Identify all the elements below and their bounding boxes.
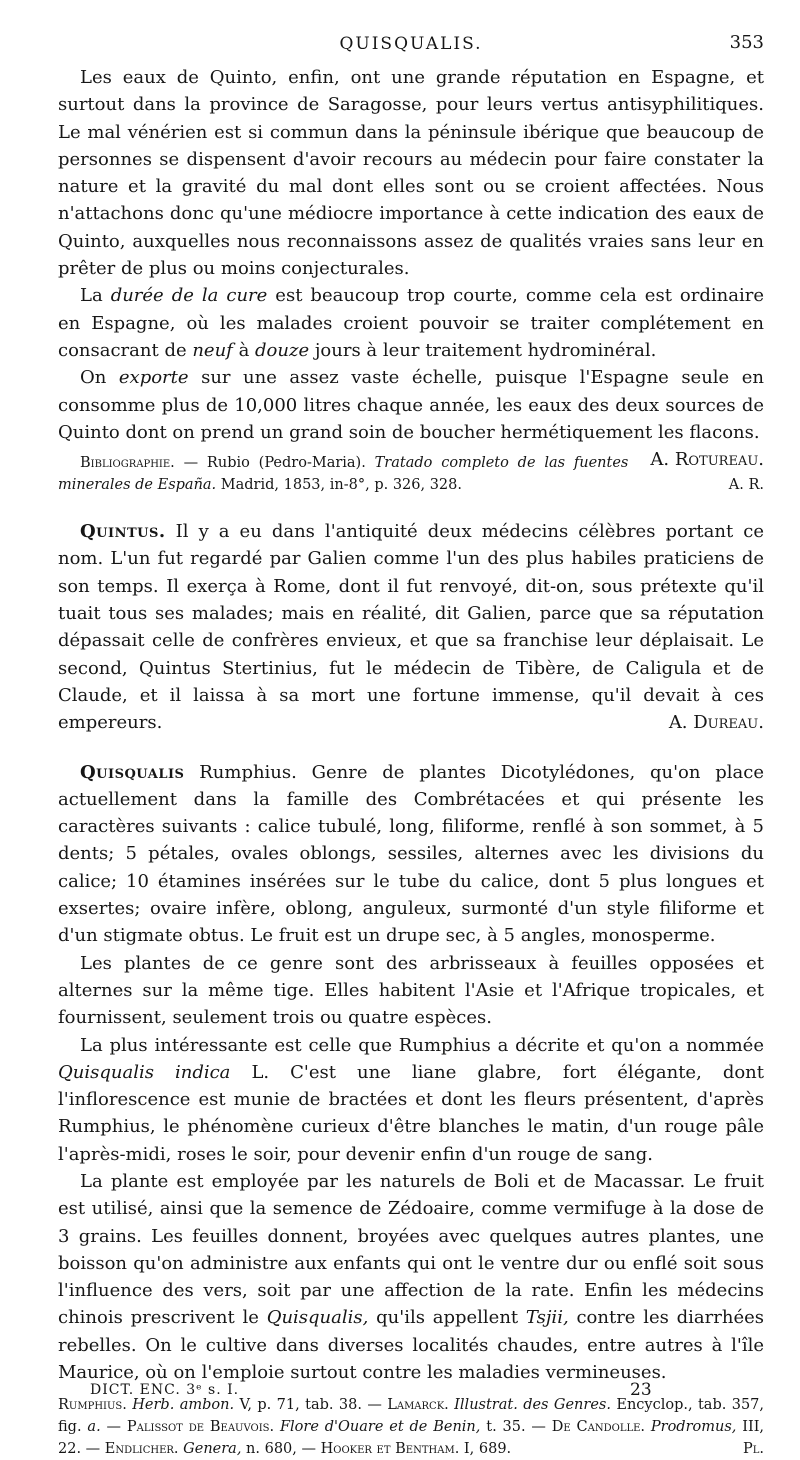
text-run: t. 35. —: [480, 1419, 552, 1436]
page-number: 353: [729, 32, 764, 53]
paragraph-usage: [58, 1168, 764, 1386]
italic-run: a.: [87, 1419, 101, 1436]
paragraph-plantes-genre: [58, 950, 764, 1032]
entry-headword: Quisqualis: [80, 761, 185, 783]
author-signature: A. Rotureau.: [650, 449, 764, 471]
author-signature: Pl.: [742, 1441, 764, 1458]
italic-run: Quisqualis,: [266, 1307, 369, 1329]
text-run: Madrid, 1853, in-8°, p. 326, 328.: [216, 477, 462, 494]
text-run: La: [80, 285, 111, 307]
italic-run: neuf: [192, 339, 233, 361]
italic-run: exporte: [118, 367, 189, 389]
italic-run: Herb. ambon.: [126, 1397, 235, 1414]
paragraph-quinto-reputation: [58, 64, 764, 282]
author-name: Palissot de Beauvois.: [126, 1419, 275, 1436]
bibliography-label: Bibliographie.: [80, 455, 175, 472]
italic-run: Prodromus,: [645, 1419, 737, 1436]
italic-run: Tsjii,: [525, 1307, 569, 1329]
text-run: L. C'est une liane glabre, fort élégante, dont l'inflorescence est munie de bractées et dont les fleurs présentent, d'après Rumphius, le phénomène curieux d'être blanches le matin, d'un rouge pâle l'après-midi, roses le soir, pour devenir enfin d'un rouge de sang.: [58, 1061, 765, 1165]
entry-headword: Quintus.: [80, 521, 166, 543]
entry-text: Rumphius. Genre de plantes Dicotylédones, qu'on place actuellement dans la famille des Combrétacées et qui présente les caractères suivants : calice tubulé, long, filiforme, renflé à son sommet, à 5 dents; 5 pétales, ovales oblongs, sessiles, alternes avec les divisions du calice; 10 étamines insérées sur le tube du calice, dont 5 plus longues et exsertes; ovaire infère, oblong, anguleux, surmonté d'un style filiforme et d'un stigmate obtus. Le fruit est un drupe sec, à 5 angles, monosperme.: [58, 761, 764, 947]
author-name: De Candolle.: [551, 1419, 646, 1436]
author-name: Lamarck.: [387, 1397, 449, 1414]
page-footer: [90, 1380, 670, 1404]
text-run: —: [100, 1419, 127, 1436]
text-run: La plante est employée par les naturels de Boli et de Macassar. Le fruit est utilisé, ainsi que la semence de Zédoaire, comme vermifuge à la dose de 3 grains. Les feuilles donnent, broyées avec quelques autres plantes, une boisson qu'on administre aux enfants qui ont le ventre dur ou enflé soit sous l'influence des vers, soit par une affection de la rate. Enfin les médecins chinois prescrivent le: [58, 1170, 764, 1329]
italic-run: Genera,: [178, 1441, 242, 1458]
running-title: QUISQUALIS.: [339, 34, 483, 54]
italic-run: Quisqualis indica: [58, 1061, 231, 1083]
author-signature: A. Dureau.: [668, 712, 764, 734]
author-name: Endlicher.: [104, 1441, 179, 1458]
paragraph-text: Les eaux de Quinto, enfin, ont une grande réputation en Espagne, et surtout dans la province de Saragosse, pour leurs vertus antisyphilitiques. Le mal vénérien est si commun dans la péninsule ibérique que beaucoup de personnes se dispensent d'avoir recours au médecin pour faire constater la nature et la gravité du mal dont elles sont ou se croient affectées. Nous n'attachons donc qu'une médiocre importance à cette indication des eaux de Quinto, auxquelles nous reconnaissons assez de qualités vraies sans leur en prêter de plus ou moins conjecturales.: [58, 67, 764, 280]
text-run: n. 680, —: [241, 1441, 321, 1458]
paragraph-text: Les plantes de ce genre sont des arbrisseaux à feuilles opposées et alternes sur la même tige. Elles habitent l'Asie et l'Afrique tropicales, et fournissent, seulement trois ou quatre espèces.: [58, 952, 764, 1029]
text-run: V, p. 71, tab. 38. —: [234, 1397, 388, 1414]
italic-run: Flore d'Ouare et de Benin,: [274, 1419, 481, 1436]
text-run: La plus intéressante est celle que Rumphius a décrite et qu'on a nommée: [80, 1034, 764, 1056]
text-run: jours à leur traitement hydrominéral.: [309, 339, 657, 361]
entry-text: Il y a eu dans l'antiquité deux médecins célèbres portant ce nom. L'un fut regardé par Galien comme l'un des plus habiles praticiens de son temps. Il exerça à Rome, dont il fut renvoyé, dit-on, sous prétexte qu'il tuait tous ses malades; mais en réalité, dit Galien, parce que sa réputation dépassait celle de confrères envieux, et que sa franchise leur déplaisait. Le second, Quintus Stertinius, fut le médecin de Tibère, de Caligula et de Claude, et il laissa à sa mort une fortune immense, qu'il devait à ces empereurs.: [58, 521, 764, 734]
text-run: I, 689.: [459, 1441, 512, 1458]
entry-quintus: [58, 518, 764, 736]
text-run: est beaucoup trop courte, comme cela est ordinaire en Espagne, où les malades croient pouvoir se traiter complétement en consacrant de: [58, 285, 764, 361]
paragraph-quisqualis-indica: [58, 1032, 764, 1168]
text-run: On: [80, 367, 119, 389]
italic-run: Illustrat. des Genres.: [448, 1397, 611, 1414]
text-run: Encyclop., tab. 357, fig.: [58, 1397, 765, 1436]
italic-run: Tratado completo de las fuentes minerales de España.: [58, 455, 629, 494]
author-name: Rumphius.: [58, 1397, 127, 1414]
text-run: III, 22. —: [58, 1419, 765, 1458]
running-header: [58, 32, 764, 62]
author-signature: A. R.: [728, 477, 764, 494]
printer-signature: DICT. ENC. 3ᵉ s. I.: [90, 1382, 240, 1398]
text-run: — Rubio (Pedro-Maria).: [174, 455, 375, 472]
italic-run: douze: [255, 339, 310, 361]
italic-run: durée de la cure: [110, 285, 268, 307]
text-body: [58, 64, 764, 1460]
bibliography-quisqualis: [58, 1394, 764, 1460]
text-run: sur une assez vaste échelle, puisque l'Espagne seule en consomme plus de 10,000 litres chaque année, les eaux des deux sources de Quinto dont on prend un grand soin de boucher hermétiquement les flacons.: [58, 367, 764, 443]
paragraph-duree-cure: [58, 282, 764, 364]
entry-quisqualis: [58, 759, 764, 950]
author-name: Hooker et Bentham.: [320, 1441, 460, 1458]
text-run: à: [232, 339, 256, 361]
text-run: qu'ils appellent: [368, 1307, 526, 1329]
text-run: contre les diarrhées rebelles. On le cultive dans diverses localités chaudes, entre autres à l'île Maurice, où on l'emploie surtout contre les maladies vermineuses.: [58, 1307, 764, 1384]
sheet-number: 23: [630, 1380, 652, 1400]
